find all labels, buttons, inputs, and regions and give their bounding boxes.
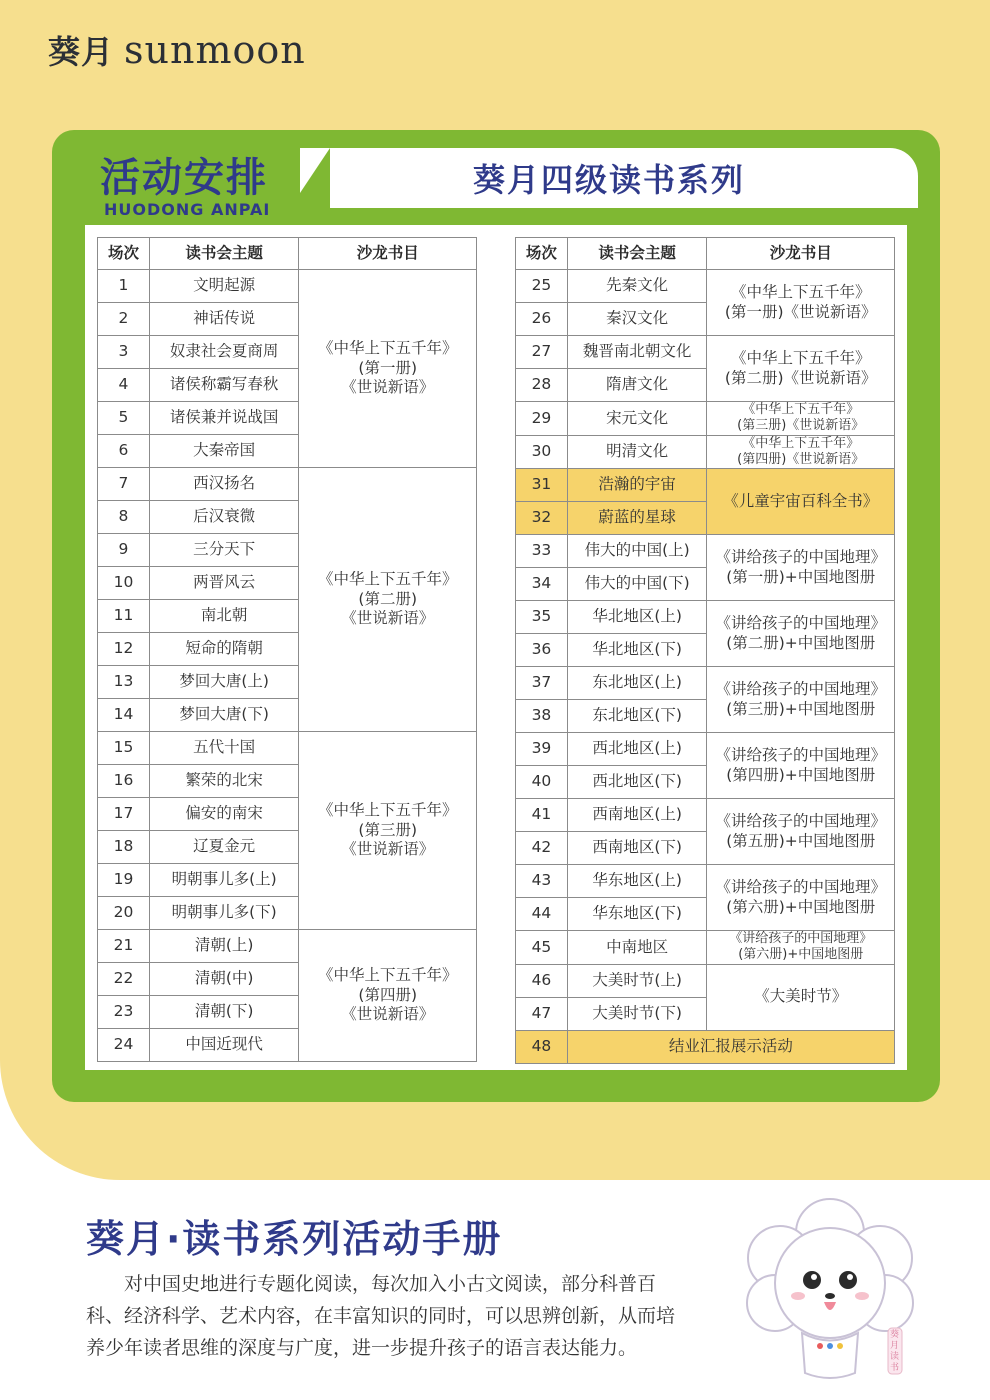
book-list: 《儿童宇宙百科全书》 [707,469,895,535]
session-number: 32 [516,502,568,535]
table-row [516,435,895,469]
session-number: 1 [98,270,150,303]
table-row [516,733,895,766]
session-number: 29 [516,402,568,436]
session-number: 14 [98,699,150,732]
session-theme: 大美时节(上) [567,964,707,997]
session-theme: 华北地区(上) [567,601,707,634]
session-number: 11 [98,600,150,633]
session-number: 26 [516,303,568,336]
session-theme: 后汉衰微 [149,501,299,534]
session-theme: 华北地区(下) [567,634,707,667]
session-theme: 神话传说 [149,303,299,336]
table-row [516,469,895,502]
session-number: 41 [516,799,568,832]
session-theme: 诸侯兼并说战国 [149,402,299,435]
session-theme: 西北地区(上) [567,733,707,766]
session-theme: 大美时节(下) [567,997,707,1030]
session-number: 44 [516,898,568,931]
session-theme: 清朝(下) [149,996,299,1029]
session-theme: 隋唐文化 [567,369,707,402]
table-row [516,931,895,965]
session-theme: 明清文化 [567,435,707,469]
session-theme: 魏晋南北朝文化 [567,336,707,369]
book-list: 《大美时节》 [707,964,895,1030]
session-theme: 梦回大唐(上) [149,666,299,699]
session-number: 45 [516,931,568,965]
session-theme: 华东地区(上) [567,865,707,898]
session-theme: 辽夏金元 [149,831,299,864]
book-list: 《中华上下五千年》 (第三册)《世说新语》 [707,402,895,436]
table-row [516,865,895,898]
session-number: 20 [98,897,150,930]
session-number: 31 [516,469,568,502]
session-theme: 伟大的中国(上) [567,535,707,568]
brand-logo [48,30,306,70]
session-number: 43 [516,865,568,898]
session-number: 36 [516,634,568,667]
session-number: 2 [98,303,150,336]
footer-description [86,1268,686,1364]
session-theme: 蔚蓝的星球 [567,502,707,535]
session-theme: 西南地区(下) [567,832,707,865]
session-number: 12 [98,633,150,666]
table-row [516,1030,895,1063]
series-title: 葵月四级读书系列 [472,161,745,199]
session-number: 25 [516,270,568,303]
session-theme: 伟大的中国(下) [567,568,707,601]
session-number: 15 [98,732,150,765]
session-number: 47 [516,997,568,1030]
session-number: 23 [98,996,150,1029]
col-session: 场次 [516,238,568,270]
session-number: 27 [516,336,568,369]
session-number: 37 [516,667,568,700]
session-number: 18 [98,831,150,864]
session-theme: 东北地区(下) [567,700,707,733]
session-number: 5 [98,402,150,435]
col-theme: 读书会主题 [567,238,707,270]
session-number: 3 [98,336,150,369]
session-number: 17 [98,798,150,831]
session-theme: 诸侯称霸写春秋 [149,369,299,402]
session-number: 48 [516,1030,568,1063]
session-theme: 清朝(上) [149,930,299,963]
session-theme: 东北地区(上) [567,667,707,700]
table-row [516,601,895,634]
session-theme: 先秦文化 [567,270,707,303]
session-theme: 浩瀚的宇宙 [567,469,707,502]
book-list: 《讲给孩子的中国地理》 (第五册)+中国地图册 [707,799,895,865]
session-theme: 南北朝 [149,600,299,633]
session-number: 10 [98,567,150,600]
book-list: 《讲给孩子的中国地理》 (第六册)+中国地图册 [707,865,895,931]
session-theme: 短命的隋朝 [149,633,299,666]
table-row [516,402,895,436]
logo-cn: 葵月 [48,33,115,71]
session-theme: 中南地区 [567,931,707,965]
book-list: 《中华上下五千年》 (第二册) 《世说新语》 [299,468,477,732]
session-theme: 西北地区(下) [567,766,707,799]
session-number: 16 [98,765,150,798]
session-number: 30 [516,435,568,469]
table-row [516,964,895,997]
book-list: 《中华上下五千年》 (第一册)《世说新语》 [707,270,895,336]
book-list: 《中华上下五千年》 (第四册)《世说新语》 [707,435,895,469]
session-number: 24 [98,1029,150,1062]
session-theme: 清朝(中) [149,963,299,996]
session-theme: 偏安的南宋 [149,798,299,831]
table-row [516,799,895,832]
session-number: 9 [98,534,150,567]
session-number: 38 [516,700,568,733]
session-number: 19 [98,864,150,897]
table-row [98,468,477,501]
col-theme: 读书会主题 [149,238,299,270]
col-books: 沙龙书目 [299,238,477,270]
session-theme: 中国近现代 [149,1029,299,1062]
book-list: 《中华上下五千年》 (第一册) 《世说新语》 [299,270,477,468]
session-number: 39 [516,733,568,766]
table-row [516,336,895,369]
session-theme: 大秦帝国 [149,435,299,468]
session-number: 28 [516,369,568,402]
logo-en: sunmoon [124,28,306,72]
table-row [516,535,895,568]
table-row [98,270,477,303]
session-number: 42 [516,832,568,865]
session-theme: 繁荣的北宋 [149,765,299,798]
book-list: 《中华上下五千年》 (第四册) 《世说新语》 [299,930,477,1062]
session-theme: 西汉扬名 [149,468,299,501]
col-session: 场次 [98,238,150,270]
session-number: 4 [98,369,150,402]
session-theme: 两晋风云 [149,567,299,600]
session-number: 35 [516,601,568,634]
footer-line: 养少年读者思维的深度与广度，进一步提升孩子的语言表达能力。 [86,1337,638,1359]
session-theme: 结业汇报展示活动 [567,1030,894,1063]
session-theme: 西南地区(上) [567,799,707,832]
session-number: 40 [516,766,568,799]
session-number: 21 [98,930,150,963]
session-number: 22 [98,963,150,996]
session-number: 33 [516,535,568,568]
schedule-table-left [97,237,477,1062]
section-title: 活动安排 [100,155,268,201]
session-theme: 奴隶社会夏商周 [149,336,299,369]
session-number: 34 [516,568,568,601]
footer-title: 葵月·读书系列活动手册 [86,1217,503,1261]
book-list: 《中华上下五千年》 (第二册)《世说新语》 [707,336,895,402]
session-theme: 明朝事儿多(上) [149,864,299,897]
session-number: 6 [98,435,150,468]
session-theme: 三分天下 [149,534,299,567]
session-theme: 文明起源 [149,270,299,303]
session-theme: 秦汉文化 [567,303,707,336]
footer-line: 对中国史地进行专题化阅读，每次加入小古文阅读，部分科普百 [124,1273,657,1295]
table-row [98,732,477,765]
book-list: 《讲给孩子的中国地理》 (第六册)+中国地图册 [707,931,895,965]
session-number: 13 [98,666,150,699]
section-subtitle: HUODONG ANPAI [104,200,271,219]
session-theme: 宋元文化 [567,402,707,436]
book-list: 《讲给孩子的中国地理》 (第一册)+中国地图册 [707,535,895,601]
book-list: 《讲给孩子的中国地理》 (第四册)+中国地图册 [707,733,895,799]
session-number: 46 [516,964,568,997]
book-list: 《讲给孩子的中国地理》 (第三册)+中国地图册 [707,667,895,733]
schedule-table-right [515,237,895,1064]
book-list: 《讲给孩子的中国地理》 (第二册)+中国地图册 [707,601,895,667]
session-number: 7 [98,468,150,501]
table-row [98,930,477,963]
table-row [516,667,895,700]
book-list: 《中华上下五千年》 (第三册) 《世说新语》 [299,732,477,930]
table-row [516,270,895,303]
session-theme: 梦回大唐(下) [149,699,299,732]
footer-line: 科、经济科学、艺术内容，在丰富知识的同时，可以思辨创新，从而培 [86,1305,676,1327]
stamp-label: 葵月读书 [890,1330,900,1373]
col-books: 沙龙书目 [707,238,895,270]
session-number: 8 [98,501,150,534]
session-theme: 五代十国 [149,732,299,765]
session-theme: 华东地区(下) [567,898,707,931]
session-theme: 明朝事儿多(下) [149,897,299,930]
